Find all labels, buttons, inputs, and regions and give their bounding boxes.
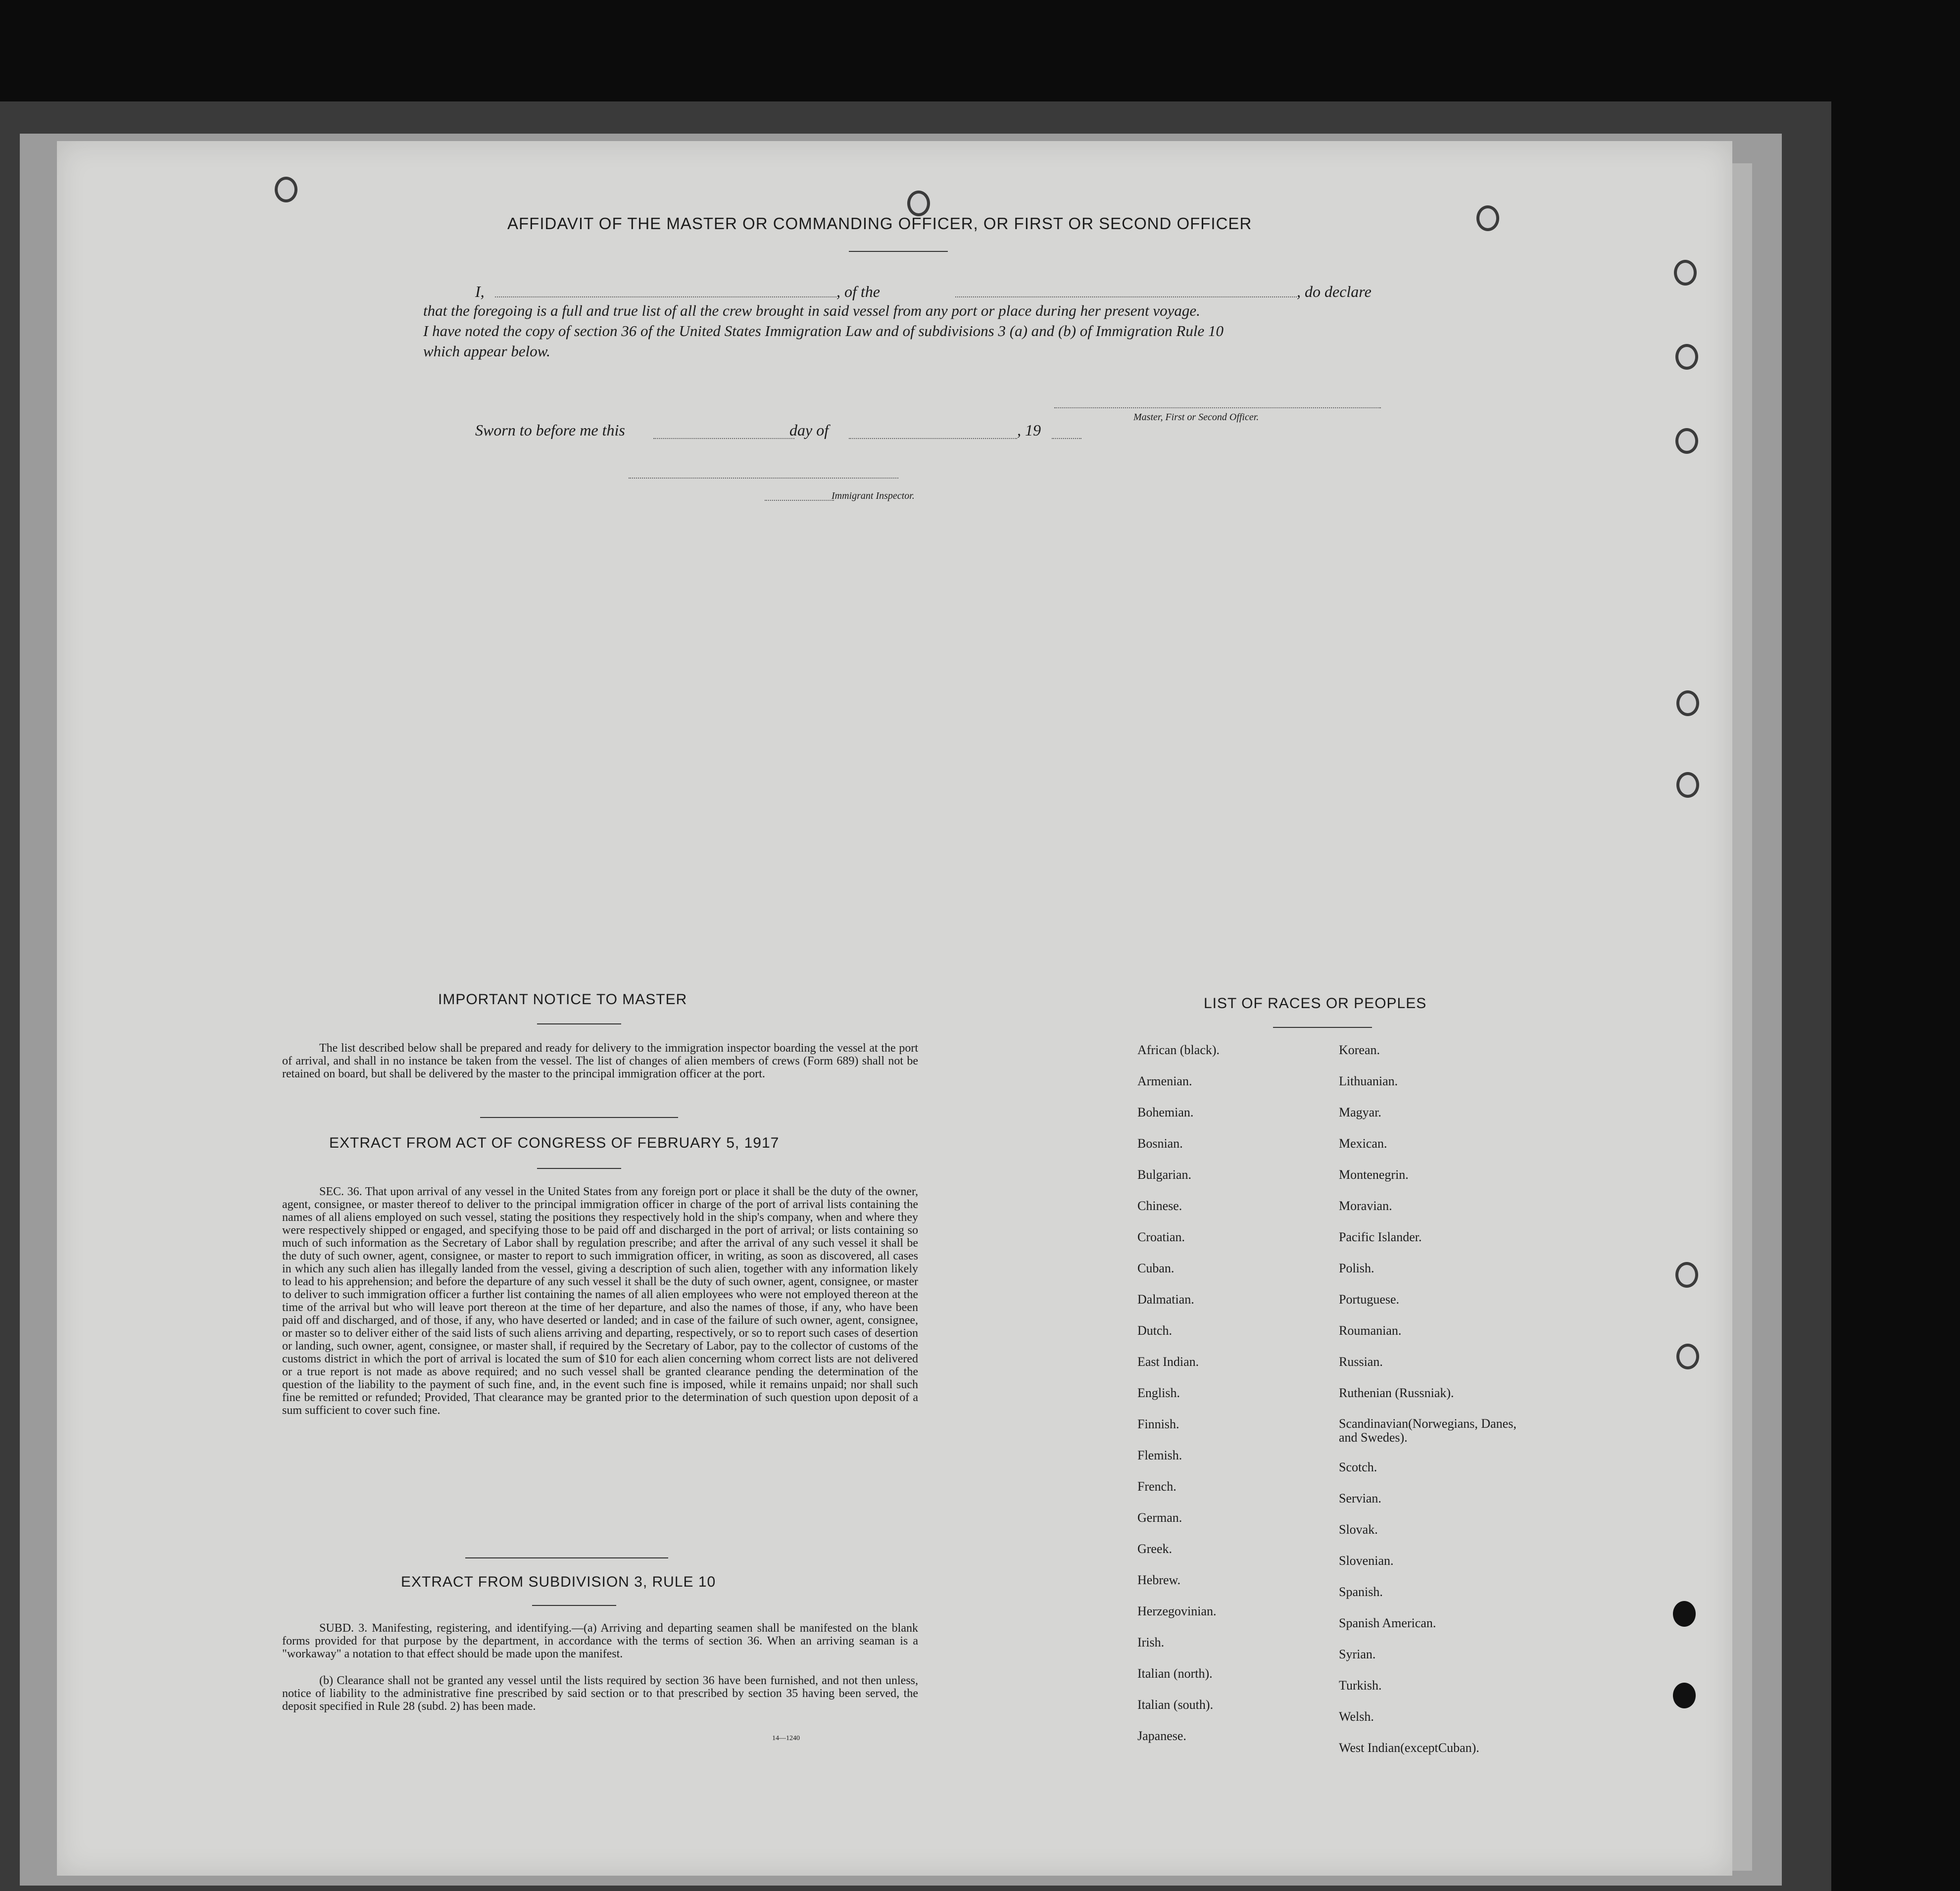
race-item: Servian. <box>1339 1491 1381 1505</box>
race-item: Greek. <box>1137 1542 1173 1556</box>
race-item: West Indian(exceptCuban). <box>1339 1741 1479 1755</box>
race-item: English. <box>1137 1386 1180 1400</box>
race-item: Japanese. <box>1137 1729 1186 1743</box>
race-item: Hebrew. <box>1137 1573 1181 1587</box>
race-item: Magyar. <box>1339 1105 1381 1119</box>
race-item: Italian (south). <box>1137 1697 1214 1712</box>
affidavit-of-the-label: , of the <box>836 283 880 300</box>
race-item: Dutch. <box>1137 1323 1173 1338</box>
sworn-year-field[interactable] <box>1052 438 1081 439</box>
race-item: Finnish. <box>1137 1417 1179 1431</box>
races-title: LIST OF RACES OR PEOPLES <box>1204 995 1427 1012</box>
act-text: SEC. 36. That upon arrival of any vessel in the United States from any foreign port or place it shall be the duty of the owner, agent, consignee, or master thereof to deliver to the principal immigration officer in charge of the port of arrival lists containing the names of all aliens employed on such vessel, stating the positions they respectively hold in the ship's company, when and where they were respectively shipped or engaged, and specifying those to be paid off and discharged in the port of arrival; or lists containing so much of such information as the Secretary of Labor shall by regulation prescribe; and after the arrival of any such vessel it shall be the duty of such owner, agent, consignee, or master to report to such immigration officer, in writing, as soon as discovered, all cases in which any such alien has illegally landed from the vessel, giving a description of such alien, together with any information likely to lead to his apprehension; and before the departure of any such vessel it shall be the duty of such owner, agent, consignee, or master to deliver to such immigration officer a further list containing the names of all alien employees who were not employed thereon at the time of the arrival but who will leave port thereon at the time of her departure, and also the names of those, if any, who have been paid off and discharged, and of those, if any, who have deserted or landed; and in case of the failure of such owner, agent, consignee, or master so to deliver either of the said lists of such aliens arriving and departing, respectively, or so to report such cases of desertion or landing, such owner, agent, consignee, or master shall, if required by the Secretary of Labor, pay to the collector of customs of the customs district in which the port of arrival is located the sum of $10 for each alien concerning whom correct lists are not delivered or a true report is not made as above required; and no such vessel shall be granted clearance pending the determination of the question of the liability to the payment of such fine, and, in the event such fine is imposed, while it remains unpaid; nor shall such fine be remitted or refunded; Provided, That clearance may be granted prior to the determination of such question upon deposit of a sum sufficient to cover such fine. <box>282 1185 918 1417</box>
punch-hole-icon <box>1676 1344 1699 1369</box>
race-item: Turkish. <box>1339 1678 1382 1693</box>
sworn-day-field[interactable] <box>653 438 794 439</box>
punch-hole-icon <box>1673 1601 1696 1627</box>
race-item: Italian (north). <box>1137 1666 1213 1681</box>
punch-hole-icon <box>1675 1262 1698 1288</box>
affidavit-line-3: I have noted the copy of section 36 of the United States Immigration Law and of subdivisions 3 (a) and (b) of Immigration Rule 10 <box>423 322 1224 339</box>
race-item: Armenian. <box>1137 1074 1192 1088</box>
vessel-field[interactable] <box>955 296 1297 297</box>
act-title: EXTRACT FROM ACT OF CONGRESS OF FEBRUARY 5, 1917 <box>329 1135 780 1151</box>
act-rule <box>537 1168 621 1169</box>
notice-rule <box>537 1023 621 1024</box>
master-signature-label: Master, First or Second Officer. <box>1133 412 1259 423</box>
race-item: Scotch. <box>1339 1460 1377 1474</box>
race-item: Scandinavian(Norwegians, Danes, and Swedes). <box>1339 1416 1517 1445</box>
document-page <box>57 141 1732 1876</box>
act-bottom-rule <box>465 1557 668 1558</box>
race-item: Slovak. <box>1339 1522 1378 1537</box>
race-item: Bulgarian. <box>1137 1167 1192 1182</box>
punch-hole-icon <box>1675 344 1698 370</box>
race-item: Irish. <box>1137 1635 1165 1649</box>
race-item: Montenegrin. <box>1339 1167 1409 1182</box>
races-left-column <box>1137 1043 1335 1760</box>
year-label: , 19 <box>1017 421 1041 439</box>
race-item: Syrian. <box>1339 1647 1376 1661</box>
notice-bottom-rule <box>480 1117 678 1118</box>
punch-hole-icon <box>1674 260 1697 286</box>
affidavit-i-label: I, <box>475 283 485 300</box>
inspector-dotted-lead <box>765 500 834 501</box>
race-item: German. <box>1137 1510 1182 1525</box>
punch-hole-icon <box>1476 205 1499 231</box>
race-item: Russian. <box>1339 1355 1383 1369</box>
day-of-label: day of <box>789 421 829 439</box>
races-rule <box>1273 1027 1372 1028</box>
punch-hole-icon <box>1676 772 1699 798</box>
sworn-month-field[interactable] <box>849 438 1017 439</box>
race-item: Flemish. <box>1137 1448 1182 1462</box>
punch-hole-icon <box>907 191 930 216</box>
punch-hole-icon <box>1675 428 1698 454</box>
race-item: Chinese. <box>1137 1199 1182 1213</box>
race-item: Spanish. <box>1339 1585 1383 1599</box>
rule-rule <box>532 1605 616 1606</box>
rule-title: EXTRACT FROM SUBDIVISION 3, RULE 10 <box>401 1574 716 1590</box>
punch-hole-icon <box>1673 1683 1696 1708</box>
rule-text-a: SUBD. 3. Manifesting, registering, and identifying.—(a) Arriving and departing seamen shall be manifested on the blank forms provided for that purpose by the department, in accordance with the terms of section 36. When an arriving seaman is a "workaway" a notation to that effect should be made upon the manifest. <box>282 1622 918 1660</box>
affidavit-line-2: that the foregoing is a full and true list of all the crew brought in said vessel from any port or place during her present voyage. <box>423 302 1200 319</box>
races-right-column <box>1339 1043 1547 1772</box>
race-item: Dalmatian. <box>1137 1292 1194 1307</box>
inspector-signature-field[interactable] <box>629 478 898 479</box>
form-code: 14—1240 <box>772 1735 800 1742</box>
race-item: Mexican. <box>1339 1136 1387 1151</box>
race-item: Pacific Islander. <box>1339 1230 1422 1244</box>
race-item: Portuguese. <box>1339 1292 1400 1307</box>
race-item: Bohemian. <box>1137 1105 1194 1119</box>
race-item: Bosnian. <box>1137 1136 1183 1151</box>
punch-hole-icon <box>275 177 297 202</box>
affidavit-title: AFFIDAVIT OF THE MASTER OR COMMANDING OFFICER, OR FIRST OR SECOND OFFICER <box>507 214 1252 233</box>
race-item: Moravian. <box>1339 1199 1392 1213</box>
notice-text: The list described below shall be prepared and ready for delivery to the immigration inspector boarding the vessel at the port of arrival, and shall in no instance be taken from the vessel. The list of changes of alien members of crews (Form 689) shall not be retained on board, but shall be delivered by the master to the principal immigration officer at the port. <box>282 1042 918 1080</box>
race-item: Slovenian. <box>1339 1553 1394 1568</box>
race-item: East Indian. <box>1137 1355 1199 1369</box>
race-item: Lithuanian. <box>1339 1074 1398 1088</box>
inspector-label: Immigrant Inspector. <box>832 490 915 501</box>
rule-text-b: (b) Clearance shall not be granted any vessel until the lists required by section 36 have been furnished, and not then unless, notice of liability to the administrative fine prescribed by said section or to that prescribed by section 35 having been served, the deposit specified in Rule 28 (subd. 2) has been made. <box>282 1674 918 1713</box>
race-item: Herzegovinian. <box>1137 1604 1217 1618</box>
race-item: Polish. <box>1339 1261 1374 1275</box>
race-item: Croatian. <box>1137 1230 1185 1244</box>
race-item: Cuban. <box>1137 1261 1175 1275</box>
master-signature-field[interactable] <box>1054 407 1381 408</box>
race-item: Welsh. <box>1339 1709 1374 1724</box>
notice-title: IMPORTANT NOTICE TO MASTER <box>438 991 687 1008</box>
punch-hole-icon <box>1676 690 1699 716</box>
race-item: Roumanian. <box>1339 1323 1402 1338</box>
name-field[interactable] <box>495 296 836 297</box>
title-rule <box>849 251 948 252</box>
sworn-label: Sworn to before me this <box>475 421 625 439</box>
affidavit-line-4: which appear below. <box>423 342 550 360</box>
race-item: French. <box>1137 1479 1176 1494</box>
page-edge <box>1732 163 1752 1871</box>
race-item: Spanish American. <box>1339 1616 1436 1630</box>
race-item: Ruthenian (Russniak). <box>1339 1386 1454 1400</box>
affidavit-do-declare: , do declare <box>1297 283 1372 300</box>
race-item: African (black). <box>1137 1043 1220 1057</box>
race-item: Korean. <box>1339 1043 1380 1057</box>
